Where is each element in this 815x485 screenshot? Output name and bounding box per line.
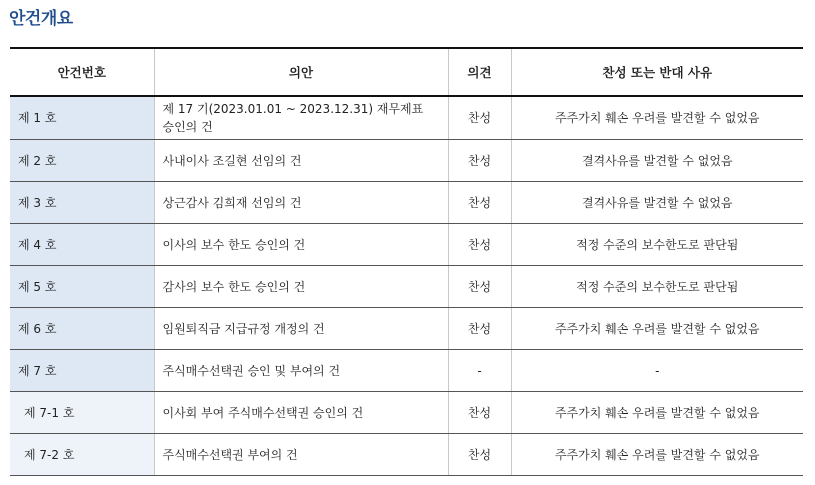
opinion-cell: 찬성 bbox=[448, 308, 511, 350]
agenda-number-cell: 제 1 호 bbox=[10, 96, 154, 140]
agenda-number-cell: 제 6 호 bbox=[10, 308, 154, 350]
opinion-cell: 찬성 bbox=[448, 434, 511, 476]
reason-cell: 결격사유를 발견할 수 없었음 bbox=[511, 182, 803, 224]
agenda-table bbox=[10, 47, 803, 476]
agenda-title-cell: 상근감사 김희재 선임의 건 bbox=[154, 182, 448, 224]
agenda-title-cell bbox=[154, 96, 448, 140]
table-header-row bbox=[10, 48, 803, 96]
reason-cell: - bbox=[511, 350, 803, 392]
agenda-title-cell: 감사의 보수 한도 승인의 건 bbox=[154, 266, 448, 308]
table-row bbox=[10, 182, 803, 224]
header-agenda-number: 안건번호 bbox=[10, 48, 154, 96]
table-row bbox=[10, 96, 803, 140]
reason-cell: 주주가치 훼손 우려를 발견할 수 없었음 bbox=[511, 434, 803, 476]
opinion-cell: - bbox=[448, 350, 511, 392]
agenda-number-cell: 제 7-1 호 bbox=[10, 392, 154, 434]
table-row bbox=[10, 224, 803, 266]
agenda-number-cell: 제 7-2 호 bbox=[10, 434, 154, 476]
header-opinion: 의견 bbox=[448, 48, 511, 96]
header-agenda-item: 의안 bbox=[154, 48, 448, 96]
agenda-title-line: 제 17 기(2023.01.01 ~ 2023.12.31) 재무제표 bbox=[162, 102, 424, 116]
reason-cell: 주주가치 훼손 우려를 발견할 수 없었음 bbox=[511, 392, 803, 434]
opinion-cell: 찬성 bbox=[448, 392, 511, 434]
reason-cell: 적정 수준의 보수한도로 판단됨 bbox=[511, 224, 803, 266]
table-row bbox=[10, 350, 803, 392]
agenda-title-cell: 사내이사 조길현 선임의 건 bbox=[154, 140, 448, 182]
agenda-title-cell: 이사회 부여 주식매수선택권 승인의 건 bbox=[154, 392, 448, 434]
agenda-title-cell: 이사의 보수 한도 승인의 건 bbox=[154, 224, 448, 266]
opinion-cell: 찬성 bbox=[448, 224, 511, 266]
agenda-number-cell: 제 3 호 bbox=[10, 182, 154, 224]
opinion-cell: 찬성 bbox=[448, 182, 511, 224]
agenda-number-cell: 제 7 호 bbox=[10, 350, 154, 392]
header-reason: 찬성 또는 반대 사유 bbox=[511, 48, 803, 96]
agenda-title-line: 승인의 건 bbox=[162, 120, 213, 134]
reason-cell: 결격사유를 발견할 수 없었음 bbox=[511, 140, 803, 182]
agenda-title-cell: 임원퇴직금 지급규정 개정의 건 bbox=[154, 308, 448, 350]
agenda-number-cell: 제 4 호 bbox=[10, 224, 154, 266]
table-row bbox=[10, 392, 803, 434]
reason-cell: 적정 수준의 보수한도로 판단됨 bbox=[511, 266, 803, 308]
agenda-title-cell: 주식매수선택권 승인 및 부여의 건 bbox=[154, 350, 448, 392]
table-row bbox=[10, 308, 803, 350]
agenda-number-cell: 제 5 호 bbox=[10, 266, 154, 308]
opinion-cell: 찬성 bbox=[448, 140, 511, 182]
agenda-number-cell: 제 2 호 bbox=[10, 140, 154, 182]
table-row bbox=[10, 266, 803, 308]
table-row bbox=[10, 140, 803, 182]
reason-cell: 주주가치 훼손 우려를 발견할 수 없었음 bbox=[511, 308, 803, 350]
opinion-cell: 찬성 bbox=[448, 96, 511, 140]
agenda-title-cell: 주식매수선택권 부여의 건 bbox=[154, 434, 448, 476]
reason-cell: 주주가치 훼손 우려를 발견할 수 없었음 bbox=[511, 96, 803, 140]
page-title: 안건개요 bbox=[9, 9, 73, 29]
opinion-cell: 찬성 bbox=[448, 266, 511, 308]
table-row bbox=[10, 434, 803, 476]
